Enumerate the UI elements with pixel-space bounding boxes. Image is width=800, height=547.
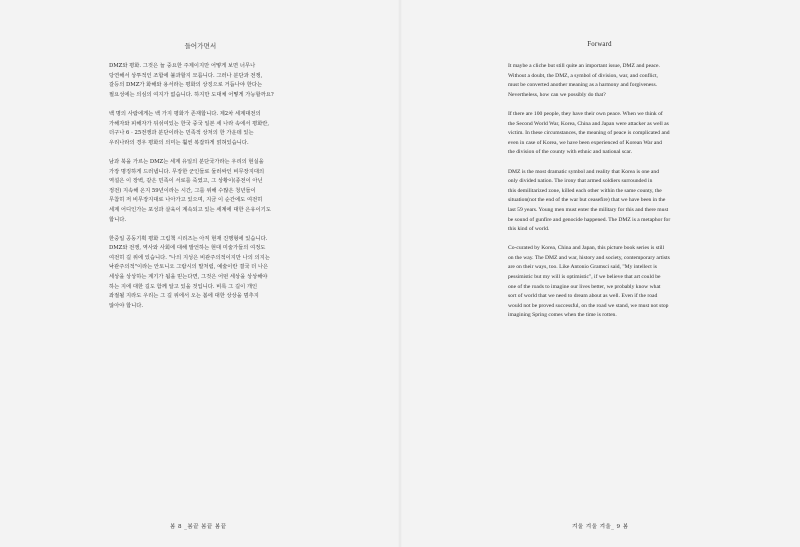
text-line: pessimistic but my will is optimistic", if we believe that art could be bbox=[508, 274, 661, 281]
body-paragraph bbox=[109, 158, 295, 225]
text-line: DMZ is the most dramatic symbol and reality that Korea is one and bbox=[508, 168, 659, 175]
text-line: It maybe a cliche but still quite an important issue, DMZ and peace. bbox=[508, 63, 660, 69]
text-line: situation(not the end of the war but ceasefire) that we have been in the bbox=[508, 197, 666, 204]
left-page-footer: 봄 8 _봄끝 봄끝 봄끝 bbox=[170, 524, 227, 530]
text-line: DMZ와 전쟁, 역사와 사회에 대해 발언하는 현대 미술가들의 여정도 bbox=[109, 245, 266, 252]
text-line: one of the roads to imagine our lives better, we probably know what bbox=[508, 283, 661, 290]
text-line: 세상을 상상하는 계기가 됨을 믿는다면, 그것은 어떤 세상을 상상해야 bbox=[109, 274, 268, 281]
text-line: 한중일 공동기획 평화 그림책 시리즈는 아직 현재 진행형에 있습니다. bbox=[109, 235, 268, 242]
text-line: must be converted another meaning as a harmony and forgiveness. bbox=[508, 82, 658, 89]
page-title-korean: 들어가면서 bbox=[184, 42, 217, 50]
text-line: 좌절될 지라도 우리는 그 길 위에서 오는 봄에 대한 상상을 멈추지 bbox=[109, 293, 259, 300]
text-line: If there are 100 people, they have their own peace. When we think of bbox=[508, 110, 663, 117]
text-line: Co-curated by Korea, China and Japan, this picture book series is still bbox=[508, 245, 665, 252]
body-paragraph bbox=[109, 110, 295, 148]
text-line: 세계 어디인가는 포성과 살육이 계속되고 있는 세계에 대한 은유이기도 bbox=[109, 206, 271, 213]
text-line: 합니다. bbox=[109, 216, 127, 223]
korean-body-text bbox=[109, 62, 295, 321]
text-line: 당연해서 상투적인 조합에 불과할지 모릅니다. 그러나 분단과 전쟁, bbox=[109, 72, 263, 79]
text-line: would not be proved successful, on the road we stand, we must not stop bbox=[508, 302, 669, 309]
text-line: Without a doubt, the DMZ, a symbol of division, war, and conflict, bbox=[508, 72, 658, 79]
text-line: Nevertheless, how can we possibly do that? bbox=[508, 91, 606, 98]
body-paragraph bbox=[109, 235, 295, 312]
text-line: the Second World War, Korea, China and Japan were attacker as well as bbox=[508, 120, 669, 127]
right-page bbox=[400, 0, 800, 547]
text-line: 무참히 저 비무장지대로 나아가고 있으며, 지금 이 순간에도 여전히 bbox=[109, 197, 263, 204]
text-line: this demilitarized zone, killed each other within the same county, the bbox=[508, 187, 662, 194]
text-line: victim. In these circumstances, the meaning of peace is complicated and bbox=[508, 130, 670, 137]
body-paragraph bbox=[508, 244, 692, 321]
text-line: 하는 지에 대한 길도 함께 알고 있을 것입니다. 비록 그 길이 개인 bbox=[109, 283, 258, 290]
text-line: on the way. The DMZ and war, history and society, contemporary artists bbox=[508, 254, 670, 261]
body-paragraph bbox=[109, 62, 295, 100]
text-line: even in case of Korea, we have been experienced of Korean War and bbox=[508, 139, 662, 146]
text-line: last 59 years. Young men must enter the military for this and there must bbox=[508, 206, 669, 213]
body-paragraph bbox=[508, 110, 692, 158]
text-line: 가장 명징하게 드러냅니다. 무장한 군인들로 둘러싸인 비무장지대의 bbox=[109, 168, 265, 175]
text-line: sort of world that we need to dream about as well. Even if the road bbox=[508, 293, 658, 300]
text-line: 정전) 지속해 온지 59년이라는 시간, 그를 위해 수많은 청년들이 bbox=[109, 187, 256, 194]
text-line: DMZ와 평화. 그것은 늘 중요한 주제이지만 어떻게 보면 너무나 bbox=[109, 63, 256, 69]
text-line: imagining Spring comes when the time is rotten. bbox=[508, 312, 617, 319]
text-line: this kind of world. bbox=[508, 226, 550, 233]
text-line: be sound of gunfire and genocide happened. The DMZ is a metaphor for bbox=[508, 216, 671, 223]
text-line: 역설은 이 장벽, 같은 민족이 서로를 죽였고, 그 상황이(종전이 아닌 bbox=[109, 178, 263, 185]
english-body-text bbox=[508, 62, 692, 331]
body-paragraph bbox=[508, 62, 692, 100]
text-line: 백 명의 사람에게는 백 가지 평화가 존재합니다. 제2차 세계대전의 bbox=[109, 110, 261, 117]
text-line: are on their ways, too. Like Antonio Gramsci said, "My intellect is bbox=[508, 264, 657, 271]
text-line: 더구나 6 · 25전쟁과 분단이라는 민족적 상처의 한 가운데 있는 bbox=[109, 130, 254, 137]
right-page-footer: 겨울 겨울 겨울_ 9 봄 bbox=[572, 524, 629, 530]
text-line: only divided nation. The irony that armed soldiers surrounded in bbox=[508, 178, 653, 185]
text-line: 남과 북을 가르는 DMZ는 세계 유일의 분단국가라는 우리의 현실을 bbox=[109, 158, 264, 165]
text-line: 필요성에는 의심의 여지가 없습니다. 하지만 도대체 어떻게 가능할까요? bbox=[109, 91, 274, 98]
text-line: the division of the county with ethnic and national scar. bbox=[508, 149, 632, 156]
text-line: 않아야 합니다. bbox=[109, 302, 144, 309]
page-title-english: Forward bbox=[587, 41, 612, 48]
text-line: 낙관주의적"이라는 안토니오 그람시의 말처럼, 예술이란 결국 더 나은 bbox=[109, 264, 269, 271]
text-line: 가해자와 피해자가 뒤섞여있는 한국 중국 일본 세 나라 속에서 평화란, bbox=[109, 120, 270, 127]
text-line: 갈등의 DMZ가 화해와 용서라는 평화의 상징으로 거듭나야 한다는 bbox=[109, 82, 263, 89]
body-paragraph bbox=[508, 168, 692, 235]
text-line: 우리나라의 경우 평화의 의미는 훨씬 복잡하게 얽혀있습니다. bbox=[109, 139, 249, 146]
text-line: 여전히 길 위에 있습니다. "나의 지성은 비관주의적이지만 나의 의지는 bbox=[109, 254, 270, 261]
